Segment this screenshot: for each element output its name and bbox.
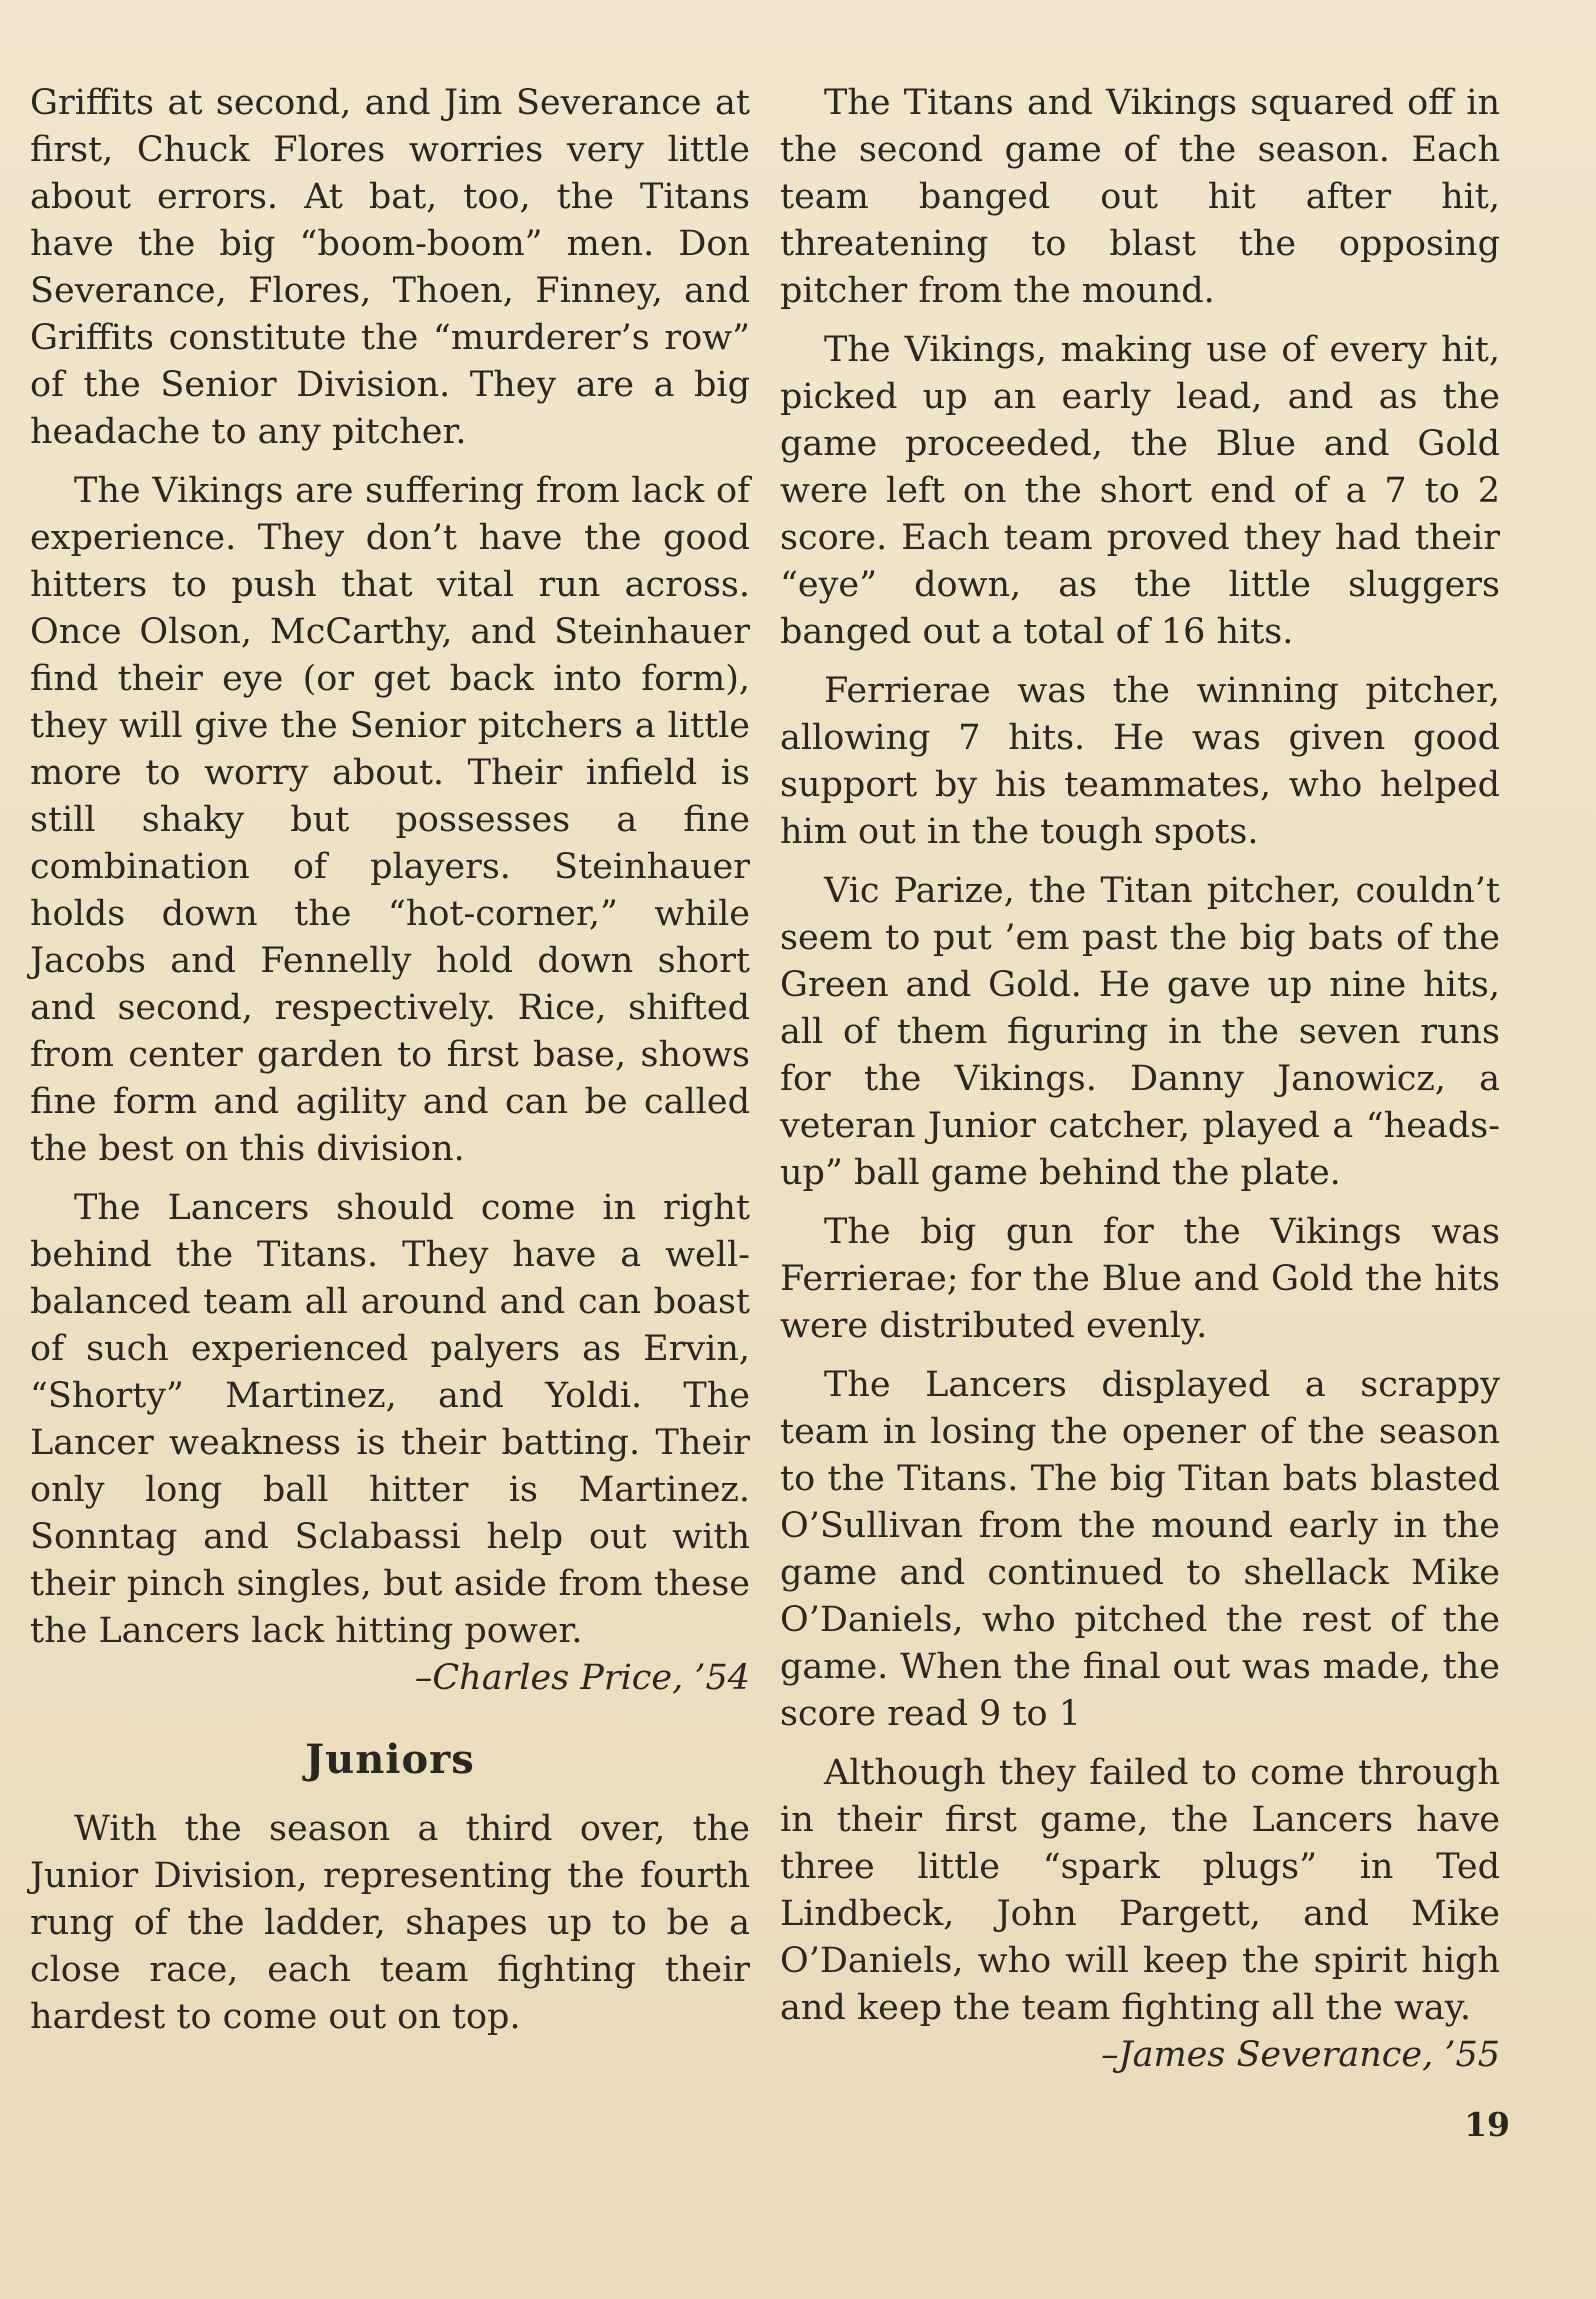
paragraph: Griffits at second, and Jim Severance at first, Chuck Flores worries very little about errors. At bat, too, the Titans have the big “boom-boom” men. Don Severance, Flores, Thoen, Finney, and Griffits constitute the “murderer’s row” of the Senior Division. They are a big headache to any pitcher. [30, 83, 750, 452]
right-column [780, 80, 1500, 2091]
left-column [30, 80, 750, 2053]
paragraph: Ferrierae was the winning pitcher, allowing 7 hits. He was given good support by his teammates, who helped him out in the tough spots. [780, 671, 1500, 852]
paragraph: With the season a third over, the Junior Division, representing the fourth rung of the ladder, shapes up to be a close race, each team fighting their hardest to come out on top. [30, 1809, 750, 2037]
paragraph [780, 1750, 1500, 2079]
paragraph: The big gun for the Vikings was Ferrierae; for the Blue and Gold the hits were distributed evenly. [780, 1212, 1500, 1346]
paragraph-text: Although they failed to come through in their first game, the Lancers have three little “spark plugs” in Ted Lindbeck, John Pargett, and Mike O’Daniels, who will keep the spirit high and keep the team fighting all the way. [780, 1753, 1500, 2028]
paragraph: The Lancers displayed a scrappy team in losing the opener of the season to the Titans. The big Titan bats blasted O’Sullivan from the mound early in the game and continued to shellack Mike O’Daniels, who pitched the rest of the game. When the final out was made, the score read 9 to 1 [780, 1365, 1500, 1734]
section-heading: Juniors [305, 1736, 475, 1783]
author-signature: –James Severance, ’55 [1101, 2035, 1500, 2075]
paragraph: The Vikings, making use of every hit, picked up an early lead, and as the game proceeded, the Blue and Gold were left on the short end of a 7 to 2 score. Each team proved they had their “eye” down, as the little sluggers banged out a total of 16 hits. [780, 330, 1500, 652]
paragraph: The Vikings are suffering from lack of experience. They don’t have the good hitters to push that vital run across. Once Olson, McCarthy, and Steinhauer find their eye (or get back into form), they will give the Senior pitchers a little more to worry about. Their infield is still shaky but possesses a fine combination of players. Steinhauer holds down the “hot-corner,” while Jacobs and Fennelly hold down short and second, respectively. Rice, shifted from center garden to first base, shows fine form and agility and can be called the best on this division. [30, 471, 750, 1169]
author-signature: –Charles Price, ’54 [414, 1658, 750, 1698]
paragraph-text: The Lancers should come in right behind the Titans. They have a well-balanced team all around and can boast of such experienced palyers as Ervin, “Shorty” Martinez, and Yoldi. The Lancer weakness is their batting. Their only long ball hitter is Martinez. Sonntag and Sclabassi help out with their pinch singles, but aside from these the Lancers lack hitting power. [30, 1188, 750, 1651]
paragraph [30, 1185, 750, 1702]
paragraph: Vic Parize, the Titan pitcher, couldn’t seem to put ’em past the big bats of the Green and Gold. He gave up nine hits, all of them figuring in the seven runs for the Vikings. Danny Janowicz, a veteran Junior catcher, played a “heads-up” ball game behind the plate. [780, 871, 1500, 1193]
paragraph: The Titans and Vikings squared off in the second game of the season. Each team banged out hit after hit, threatening to blast the opposing pitcher from the mound. [780, 83, 1500, 311]
page-number: 19 [1464, 2105, 1510, 2144]
